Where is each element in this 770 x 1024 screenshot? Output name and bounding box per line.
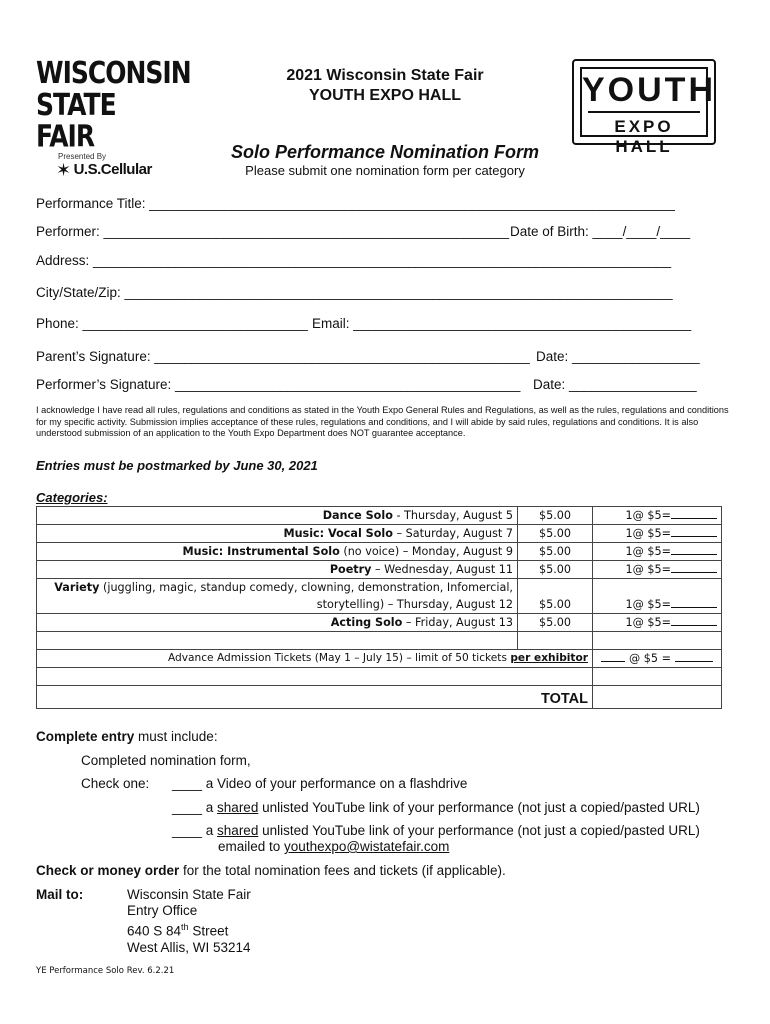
option-text: unlisted YouTube link of your performance (not just a copied/pasted URL) [258,823,700,838]
table-row [37,668,722,686]
categories-table [36,506,722,709]
parent-date-field[interactable]: Date: _________________ [536,349,700,364]
email-field[interactable]: Email: _____________________________________________ [312,316,692,331]
fee-calc-cell[interactable] [593,561,722,579]
category-cell [37,543,518,561]
category-detail: – Wednesday, August 11 [371,563,513,576]
emailed-to-label: emailed to [218,839,285,854]
complete-entry-bold: Complete entry [36,729,135,744]
performer-signature-field[interactable]: Performer’s Signature: ______________________________________________ [36,377,521,392]
price-cell: $5.00 [518,507,593,525]
address-line-1: Wisconsin State Fair [127,887,251,902]
entry-item-form: Completed nomination form, [81,753,251,768]
address-line-4: West Allis, WI 53214 [127,939,251,955]
category-detail: – Friday, August 13 [402,616,513,629]
price-cell: $5.00 [518,543,593,561]
logo-line-2: STATE FAIR [36,87,116,154]
complete-entry-heading [36,729,218,744]
tickets-cell [37,650,593,668]
category-cell [37,579,518,614]
sponsor-logo [56,161,166,178]
star-icon: ✶ [56,159,71,180]
logo-line-1: WISCONSIN [36,55,191,91]
fee-calc-label: 1@ $5= [625,545,671,558]
empty-cell [518,632,593,650]
date-of-birth-field[interactable]: Date of Birth: ____/____/____ [510,224,691,239]
performer-date-field[interactable]: Date: _________________ [533,377,697,392]
logo-divider [588,111,700,113]
price-cell: $5.00 [518,579,593,614]
option-prefix: ____ a [172,800,218,815]
payment-note [36,863,506,878]
category-detail: (juggling, magic, standup comedy, clowning, demonstration, Infomercial, [99,581,513,594]
city-state-zip-field[interactable]: City/State/Zip: _________________________________________________________________________ [36,285,673,300]
option-flashdrive[interactable]: ____ a Video of your performance on a flashdrive [172,776,468,791]
tickets-text: Advance Admission Tickets (May 1 – July 15) – limit of 50 tickets [167,652,511,664]
total-value-cell[interactable] [593,686,722,709]
check-one-label: Check one: [81,776,150,791]
fee-calc-label: 1@ $5= [625,563,671,576]
category-name: Music: Vocal Solo [283,527,393,540]
categories-label: Categories: [36,490,108,505]
fee-calc-cell[interactable] [593,579,722,614]
sponsor-name: U.S.Cellular [73,161,152,178]
acknowledgement-text: I acknowledge I have read all rules, regulations and conditions as stated in the Youth Expo General Rules and Regulations, as well as the rules, regulations and conditions for my specific activity. Submission implies acceptance of these rules, regulations and conditions, and I will abide by said rules, regulations and conditions. It is also understood submission of an application to the Youth Expo Department does NOT guarantee acceptance. [36,405,729,438]
empty-cell [37,632,518,650]
category-name: Dance Solo [322,509,393,522]
logo-inner-frame [580,67,716,156]
fee-blank[interactable] [671,543,717,555]
footer-revision: YE Performance Solo Rev. 6.2.21 [36,966,175,976]
street-name: Street [188,923,229,939]
category-detail: (no voice) – Monday, August 9 [339,545,513,558]
email-link[interactable]: youthexpo@wistatefair.com [284,839,450,854]
address-field[interactable]: Address: _____________________________________________________________________________ [36,253,672,268]
wisconsin-state-fair-logo [36,55,191,180]
fee-calc-label: 1@ $5= [625,598,671,611]
payment-bold: Check or money order [36,863,180,878]
fee-calc-cell[interactable] [593,525,722,543]
price-cell: $5.00 [518,614,593,632]
category-cell [37,614,518,632]
option-prefix: ____ a [172,823,218,838]
performer-field[interactable]: Performer: ______________________________________________________ [36,224,509,239]
category-detail: – Saturday, August 7 [392,527,513,540]
option-text: unlisted YouTube link of your performance (not just a copied/pasted URL) [258,800,700,815]
category-name: Music: Instrumental Solo [182,545,340,558]
logo-youth-text: YOUTH [582,71,716,109]
tickets-calc-cell[interactable] [593,650,722,668]
fee-calc-label: 1@ $5= [625,616,671,629]
price-cell: $5.00 [518,561,593,579]
mail-to-label: Mail to: [36,887,84,902]
form-subtitle: Please submit one nomination form per category [245,163,525,178]
option-shared-word: shared [217,823,259,838]
table-row [37,632,722,650]
deadline-notice: Entries must be postmarked by June 30, 2021 [36,458,318,473]
page-header [200,66,570,106]
empty-cell [593,668,722,686]
fee-calc-label: 1@ $5= [625,509,671,522]
category-name: Variety [54,581,100,594]
tickets-emphasis: per exhibitor [510,652,588,664]
fee-calc-cell[interactable] [593,543,722,561]
address-line-3 [127,919,251,940]
category-name: Poetry [329,563,372,576]
fee-calc-cell[interactable] [593,614,722,632]
total-label: TOTAL [37,686,593,709]
youth-expo-hall-logo [572,59,716,156]
category-cell [37,525,518,543]
address-line-2: Entry Office [127,903,198,918]
payment-rest: for the total nomination fees and tickets (if applicable). [179,863,506,878]
fee-blank[interactable] [671,614,717,626]
category-detail: - Thursday, August 5 [392,509,513,522]
tickets-qty-blank[interactable] [601,650,625,662]
category-cell [37,507,518,525]
table-row [37,650,722,668]
emailed-to-line [218,839,449,854]
option-shared-word: shared [217,800,259,815]
street-suffix: th [181,922,189,932]
performance-title-field[interactable]: Performance Title: ______________________________________________________________________ [36,196,675,211]
option-youtube-shared[interactable] [172,800,700,815]
table-row [37,686,722,709]
header-line-2: YOUTH EXPO HALL [308,87,461,104]
parent-signature-field[interactable]: Parent’s Signature: __________________________________________________ [36,349,530,364]
table-row [37,561,722,579]
tickets-total-blank[interactable] [675,650,713,662]
empty-cell [593,632,722,650]
category-detail-line-2: storytelling) – Thursday, August 12 [316,598,513,611]
fee-blank[interactable] [671,596,717,608]
table-row [37,579,722,614]
table-row [37,507,722,525]
table-row [37,614,722,632]
form-title: Solo Performance Nomination Form [230,142,540,162]
complete-entry-rest: must include: [134,729,218,744]
fee-blank[interactable] [671,561,717,573]
street-number: 640 S 84 [127,923,182,939]
fee-blank[interactable] [671,507,717,519]
option-youtube-emailed[interactable] [172,823,700,838]
category-cell [37,561,518,579]
table-row [37,525,722,543]
mailing-address [127,887,251,956]
fee-calc-label: 1@ $5= [625,527,671,540]
presented-by-label: Presented By [58,152,107,161]
tickets-calc-label: @ $5 = [625,652,675,665]
category-name: Acting Solo [330,616,403,629]
logo-expo-text: EXPO HALL [614,117,674,156]
fee-blank[interactable] [671,525,717,537]
header-line-1: 2021 Wisconsin State Fair [286,67,484,84]
fee-calc-cell[interactable] [593,507,722,525]
empty-cell [37,668,593,686]
price-cell: $5.00 [518,525,593,543]
phone-field[interactable]: Phone: ______________________________ [36,316,308,331]
table-row [37,543,722,561]
